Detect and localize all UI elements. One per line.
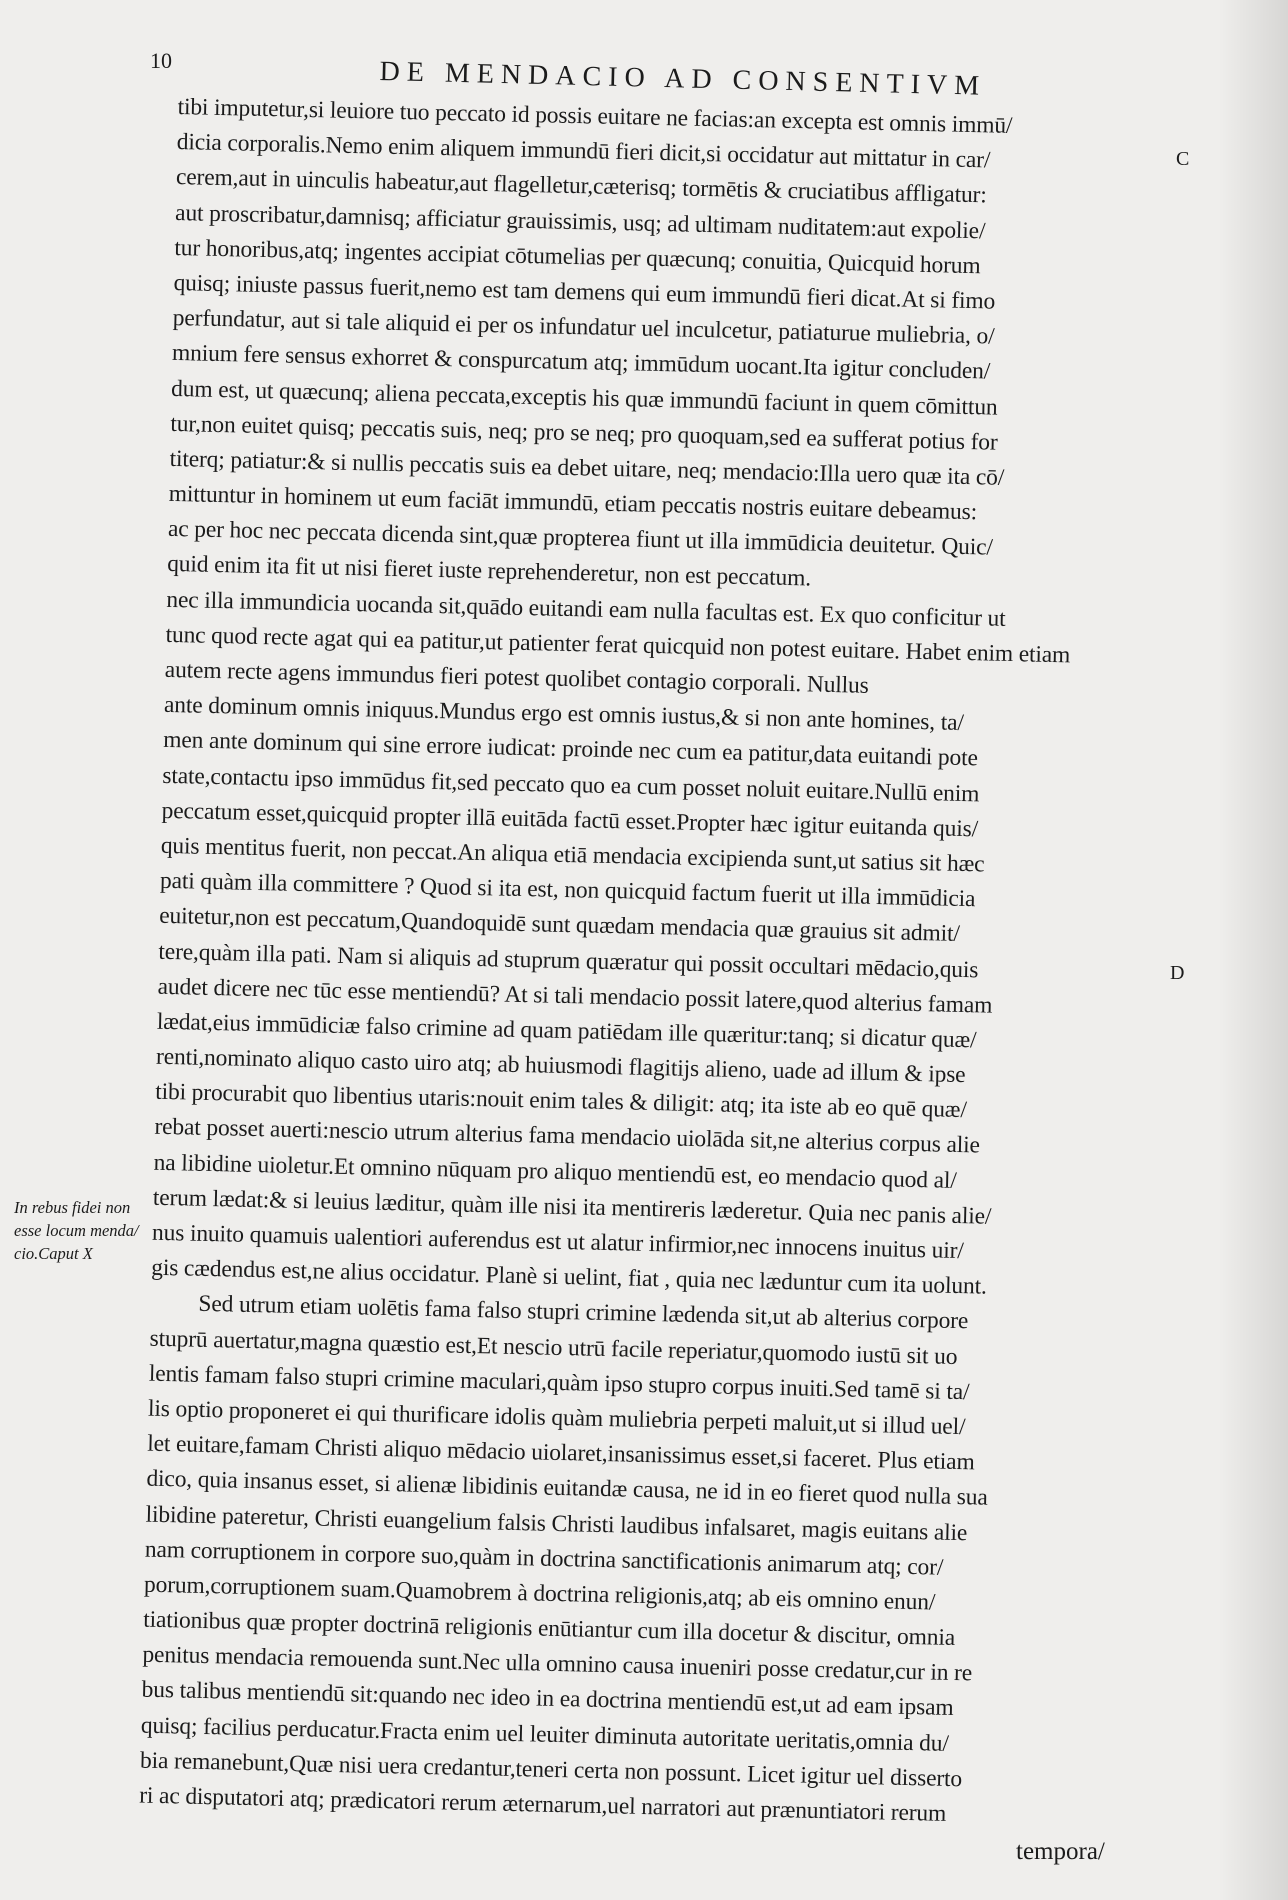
text-line: tur honoribus,atq; ingentes accipiat cōtumelias per quæcunq; conuitia, Quicquid horum (174, 234, 981, 279)
text-line: na libidine uioletur.Et omnino nūquam pro aliquo mentiendū est, eo mendacio quod al/ (153, 1149, 957, 1194)
catchword: tempora/ (1016, 1838, 1105, 1865)
text-line: tiationibus quæ propter doctrinā religionis enūtiantur cum illa docetur & discitur, omnia (142, 1606, 956, 1652)
page-number: 10 (150, 48, 172, 73)
text-line: aut proscribatur,damnisq; afficiatur grauissimis, usq; ad ultimam nuditatem:aut expolie/ (174, 199, 986, 244)
page-edge-shadow (1218, 0, 1288, 1900)
running-head: DE MENDACIO AD CONSENTIVM (379, 56, 987, 102)
text-line: quid enim ita fit ut nisi fieret iuste reprehenderetur, non est peccatum. (166, 551, 812, 592)
text-line: quis mentitus fuerit, non peccat.An aliqua etiā mendacia excipienda sunt,ut satius sit hæc (160, 832, 985, 878)
text-line: euitetur,non est peccatum,Quandoquidē sunt quædam mendacia quæ grauius sit admit/ (158, 903, 961, 948)
text-line: stuprū auertatur,magna quæstio est,Et nescio utrū facile reperiatur,quomodo iustū sit uo (149, 1325, 958, 1370)
text-line: mnium fere sensus exhorret & conspurcatum atq; immūdum uocant.Ita igitur concluden/ (171, 340, 991, 385)
text-line: pati quàm illa committere ? Quod si ita est, non quicquid factum fuerit ut illa immūdicia (159, 867, 976, 913)
text-line: nec illa immundicia uocanda sit,quādo euitandi eam nulla facultas est. Ex quo conficitur ut (166, 586, 1006, 632)
margin-note-line: esse locum menda/ (14, 1221, 139, 1240)
text-line: gis cædendus est,ne alius occidatur. Planè si uelint, fiat , quia nec læduntur cum ita uolunt. (150, 1254, 988, 1300)
text-line: lædat,eius immūdiciæ falso crimine ad quam patiēdam ille quæritur:tanq; si dicatur quæ/ (156, 1008, 977, 1054)
text-line: tere,quàm illa pati. Nam si aliquis ad stuprum quæratur qui possit occultari mēdacio,quis (158, 938, 979, 983)
text-line: men ante dominum qui sine errore iudicat: proinde nec cum ea patitur,data euitandi pote (162, 727, 979, 772)
text-line: libidine pateretur, Christi euangelium falsis Christi laudibus infalsaret, magis euitans alie (145, 1501, 968, 1546)
text-line: nus inuito quamuis ualentiori auferendus est ut alatur infirmior,nec innocens inuitus uir/ (151, 1219, 964, 1265)
text-line: dicia corporalis.Nemo enim aliquem immundū fieri dicit,si occidatur aut mittatur in car/ (176, 129, 991, 174)
text-line: quisq; iniuste passus fuerit,nemo est tam demens qui eum immundū fieri dicat.At si fimo (173, 269, 996, 315)
text-line: cerem,aut in uinculis habeatur,aut flagelletur,cæterisq; tormētis & cruciatibus affligatur: (175, 164, 987, 209)
text-line: ri ac disputatori atq; prædicatori rerum æternarum,uel narratori aut prænuntiatori rerum (139, 1782, 947, 1827)
text-line: bus talibus mentiendū sit:quando nec ideo in ea doctrina mentiendū est,ut ad eam ipsam (141, 1677, 954, 1722)
text-line: let euitare,famam Christi aliquo mēdacio uiolaret,insanissimus esset,si faceret. Plus etiam (146, 1430, 975, 1476)
text-line: lentis famam falso stupri crimine maculari,quàm ipso stupro corpus inuiti.Sed tamē si ta/ (148, 1360, 970, 1406)
chapter-x-first-line: Sed utrum etiam uolētis fama falso stupri crimine lædenda sit,ut ab alterius corpore (198, 1291, 969, 1335)
text-line: tunc quod recte agat qui ea patitur,ut patienter ferat quicquid non potest euitare. Habet enim etiam (165, 621, 1071, 669)
text-line: terum lædat:& si leuius læditur, quàm ille nisi ita mentireris læderetur. Quia nec panis alie/ (152, 1184, 992, 1230)
text-line: tibi imputetur,si leuiore tuo peccato id possis euitare ne facias:an excepta est omnis immū/ (177, 93, 1013, 139)
text-line: dico, quia insanus esset, si alienæ libidinis euitandæ causa, ne id in eo fieret quod nulla sua (146, 1465, 988, 1512)
text-line: perfundatur, aut si tale aliquid ei per os infundatur uel inculcetur, patiaturue muliebria, o/ (172, 305, 995, 350)
text-line: state,contactu ipso immūdus fit,sed peccato quo ea cum posset noluit euitare.Nullū enim (162, 762, 980, 807)
text-line: dum est, ut quæcunq; aliena peccata,exceptis his quæ immundū faciunt in quem cōmittun (170, 375, 998, 421)
margin-section-letter-c: C (1176, 148, 1191, 170)
margin-note-line: In rebus fidei non (14, 1198, 131, 1217)
text-line: mittuntur in hominem ut eum faciāt immundū, etiam peccatis nostris euitare debeamus: (168, 480, 978, 526)
text-line: tibi procurabit quo libentius utaris:nouit enim tales & diligit: atq; ita iste ab eo quē quæ/ (154, 1078, 968, 1124)
text-line: titerq; patiatur:& si nullis peccatis suis ea debet uitare, neq; mendacio:Illa uero quæ ita cō/ (169, 445, 1005, 491)
text-line: autem recte agens immundus fieri potest quolibet contagio corporali. Nullus (164, 656, 869, 699)
margin-section-letter-d: D (1170, 962, 1186, 984)
text-line: lis optio proponeret ei qui thurificare idolis quàm muliebria perpeti maluit,ut si illud uel/ (147, 1395, 966, 1441)
text-line: porum,corruptionem suam.Quamobrem à doctrina religionis,atq; ab eis omnino enun/ (143, 1571, 936, 1616)
text-line: penitus mendacia remouenda sunt.Nec ulla omnino causa inueniri posse credatur,cur in re (142, 1641, 973, 1687)
margin-note-chapter-x (14, 1196, 174, 1265)
text-line: peccatum esset,quicquid propter illā euitāda factū esset.Propter hæc igitur euitanda quis/ (161, 797, 979, 843)
text-line: nam corruptionem in corpore suo,quàm in doctrina sanctificationis animarum atq; cor/ (144, 1536, 944, 1581)
margin-note-line: cio.Caput X (14, 1244, 93, 1263)
text-line: renti,nominato aliquo casto uiro atq; ab huiusmodi flagitijs alieno, uade ad illum & ipse (155, 1043, 966, 1089)
text-line: audet dicere nec tūc esse mentiendū? At si tali mendacio possit latere,quod alterius famam (157, 973, 993, 1019)
body-text (139, 90, 1166, 1836)
text-line: rebat posset auerti:nescio utrum alterius fama mendacio uiolāda sit,ne alterius corpus alie (154, 1114, 981, 1159)
text-line: ac per hoc nec peccata dicenda sint,quæ propterea fiunt ut illa immūdicia deuitetur. Quic/ (167, 516, 994, 561)
text-line: ante dominum omnis iniquus.Mundus ergo est omnis iustus,& si non ante homines, ta/ (163, 692, 965, 737)
text-line: tur,non euitet quisq; peccatis suis, neq; pro se neq; pro quoquam,sed ea sufferat potius for (170, 410, 998, 456)
text-line: bia remanebunt,Quæ nisi uera credantur,teneri certa non possunt. Licet igitur uel disserto (139, 1747, 963, 1793)
text-line: quisq; facilius perducatur.Fracta enim uel leuiter diminuta autoritate ueritatis,omnia du/ (140, 1712, 950, 1757)
